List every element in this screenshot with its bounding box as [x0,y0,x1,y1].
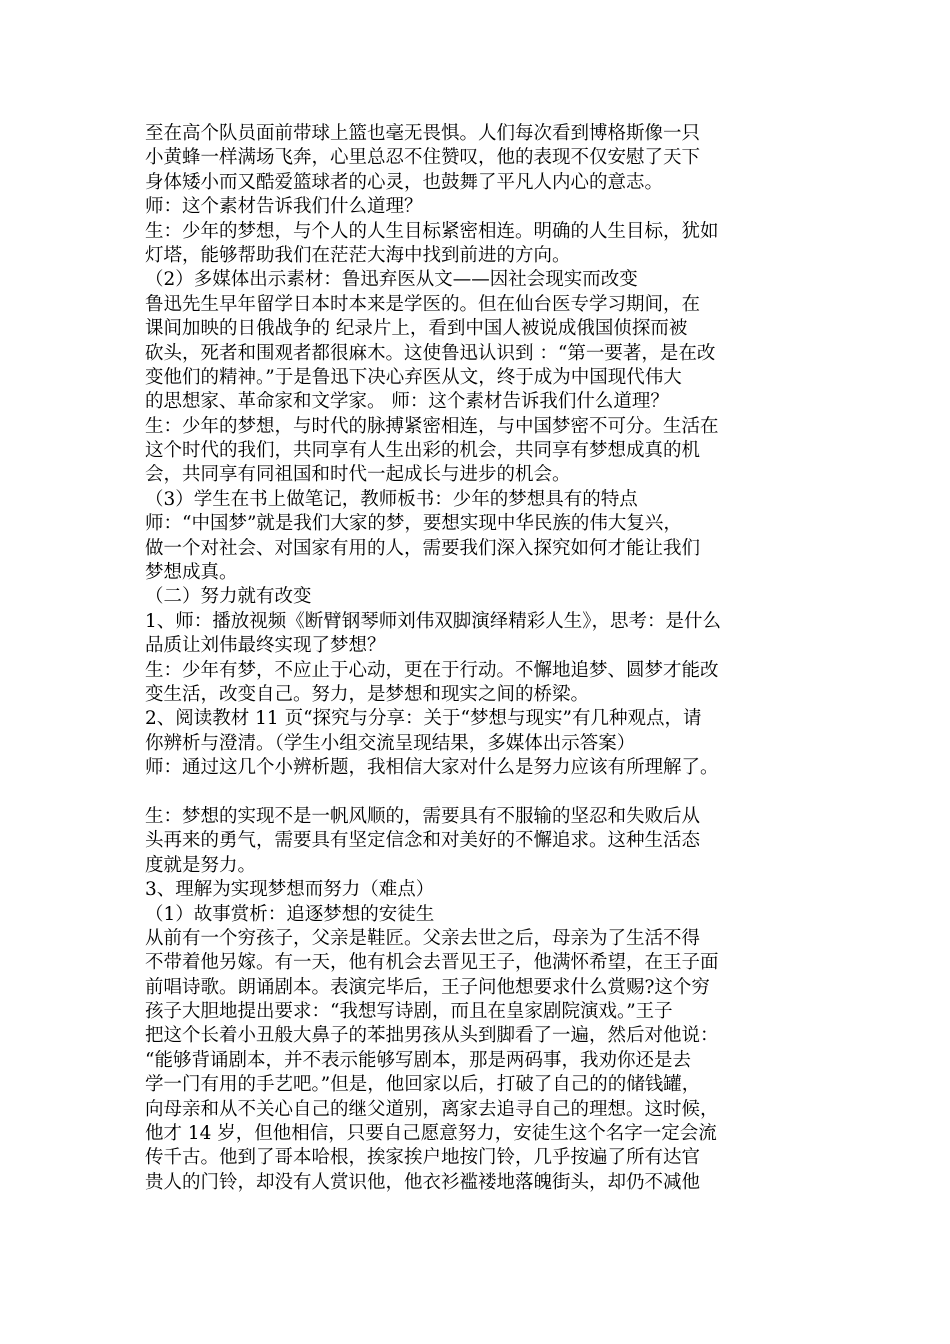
text-line: （3）学生在书上做笔记，教师板书：少年的梦想具有的特点 [145,488,638,510]
text-line: 生：少年的梦想，与时代的脉搏紧密相连，与中国梦密不可分。生活在 [145,415,719,437]
text-line: 从前有一个穷孩子，父亲是鞋匠。父亲去世之后，母亲为了生活不得 [145,927,701,949]
text-line: 做一个对社会、对国家有用的人，需要我们深入探究如何才能让我们 [145,537,701,559]
text-line: 砍头，死者和围观者都很麻木。这使鲁迅认识到 ：“第一要著，是在改 [145,342,716,364]
text-line: 不带着他另嫁。有一天，他有机会去晋见王子，他满怀希望，在王子面 [145,952,719,974]
text-line: 这个时代的我们，共同享有人生出彩的机会，共同享有梦想成真的机 [145,440,701,462]
text-line: 把这个长着小丑般大鼻子的苯拙男孩从头到脚看了一遍，然后对他说： [145,1025,719,1047]
text-line: 前唱诗歌。朗诵剧本。表演完毕后，王子问他想要求什么赏赐?这个穷 [145,976,710,998]
text-line: 度就是努力。 [145,854,257,876]
text-line: 品质让刘伟最终实现了梦想？ [145,635,386,657]
text-line: 3、理解为实现梦想而努力（难点） [145,879,435,901]
text-line: 变他们的精神。”于是鲁迅下决心弃医从文，终于成为中国现代伟大 [145,366,682,388]
text-line: 课间加映的日俄战争的 纪录片上，看到中国人被说成俄国侦探而被 [145,318,688,340]
text-line: 鲁迅先生早年留学日本时本来是学医的。但在仙台医专学习期间，在 [145,293,701,315]
text-line: 身体矮小而又酷爱篮球者的心灵，也鼓舞了平凡人内心的意志。 [145,171,664,193]
text-line: （2）多媒体出示素材：鲁迅弃医从文——因社会现实而改变 [145,269,638,291]
document-body [145,122,825,1195]
text-line: “能够背诵剧本，并不表示能够写剧本，那是两码事，我劝你还是去 [145,1049,691,1071]
text-line: 向母亲和从不关心自己的继父道别，离家去追寻自己的理想。这时候， [145,1098,719,1120]
text-line: 至在高个队员面前带球上篮也毫无畏惧。人们每次看到博格斯像一只 [145,123,701,144]
text-line: 师：这个素材告诉我们什么道理？ [145,196,423,218]
text-line: 梦想成真。 [145,562,238,584]
text-line: 贵人的门铃，却没有人赏识他，他衣衫褴褛地落魄街头，却仍不减他 [145,1171,701,1193]
text-line: （二）努力就有改变 [145,586,312,608]
text-line: 师：“中国梦”就是我们大家的梦，要想实现中华民族的伟大复兴， [145,513,682,535]
text-line: 小黄蜂一样满场飞奔，心里总忍不住赞叹，他的表现不仅安慰了天下 [145,147,701,169]
text-line: 会，共同享有同祖国和时代一起成长与进步的机会。 [145,464,571,486]
text-line: 你辨析与澄清。（学生小组交流呈现结果，多媒体出示答案） [145,732,636,754]
text-line: 灯塔，能够帮助我们在茫茫大海中找到前进的方向。 [145,244,571,266]
text-line: 生：梦想的实现不是一帆风顺的，需要具有不服输的坚忍和失败后从 [145,805,701,827]
text-line: 头再来的勇气，需要具有坚定信念和对美好的不懈追求。这种生活态 [145,830,701,852]
text-line: 2、阅读教材 11 页“探究与分享：关于“梦想与现实”有几种观点，请 [145,708,702,730]
text-line: 他才 14 岁，但他相信，只要自己愿意努力，安徒生这个名字一定会流 [145,1123,717,1145]
text-line: 生：少年的梦想，与个人的人生目标紧密相连。明确的人生目标，犹如 [145,220,719,242]
text-line: （1）故事赏析：追逐梦想的安徒生 [145,903,435,925]
text-line: 传千古。他到了哥本哈根，挨家挨户地按门铃，几乎按遍了所有达官 [145,1147,701,1169]
text-line: 生：少年有梦，不应止于心动，更在于行动。不懈地追梦、圆梦才能改 [145,659,719,681]
text-line: 孩子大胆地提出要求：“我想写诗剧，而且在皇家剧院演戏。”王子 [145,1001,673,1023]
blank-line [145,781,825,805]
text-line: 变生活，改变自己。努力，是梦想和现实之间的桥梁。 [145,683,590,705]
text-line: 1、师：播放视频《断臂钢琴师刘伟双脚演绎精彩人生》，思考：是什么 [145,610,722,632]
text-line: 师：通过这几个小辨析题，我相信大家对什么是努力应该有所理解了。 [145,757,719,779]
text-line: 的思想家、革命家和文学家。 师：这个素材告诉我们什么道理？ [145,391,669,413]
text-line: 学一门有用的手艺吧。”但是，他回家以后，打破了自己的的储钱罐， [145,1074,701,1096]
